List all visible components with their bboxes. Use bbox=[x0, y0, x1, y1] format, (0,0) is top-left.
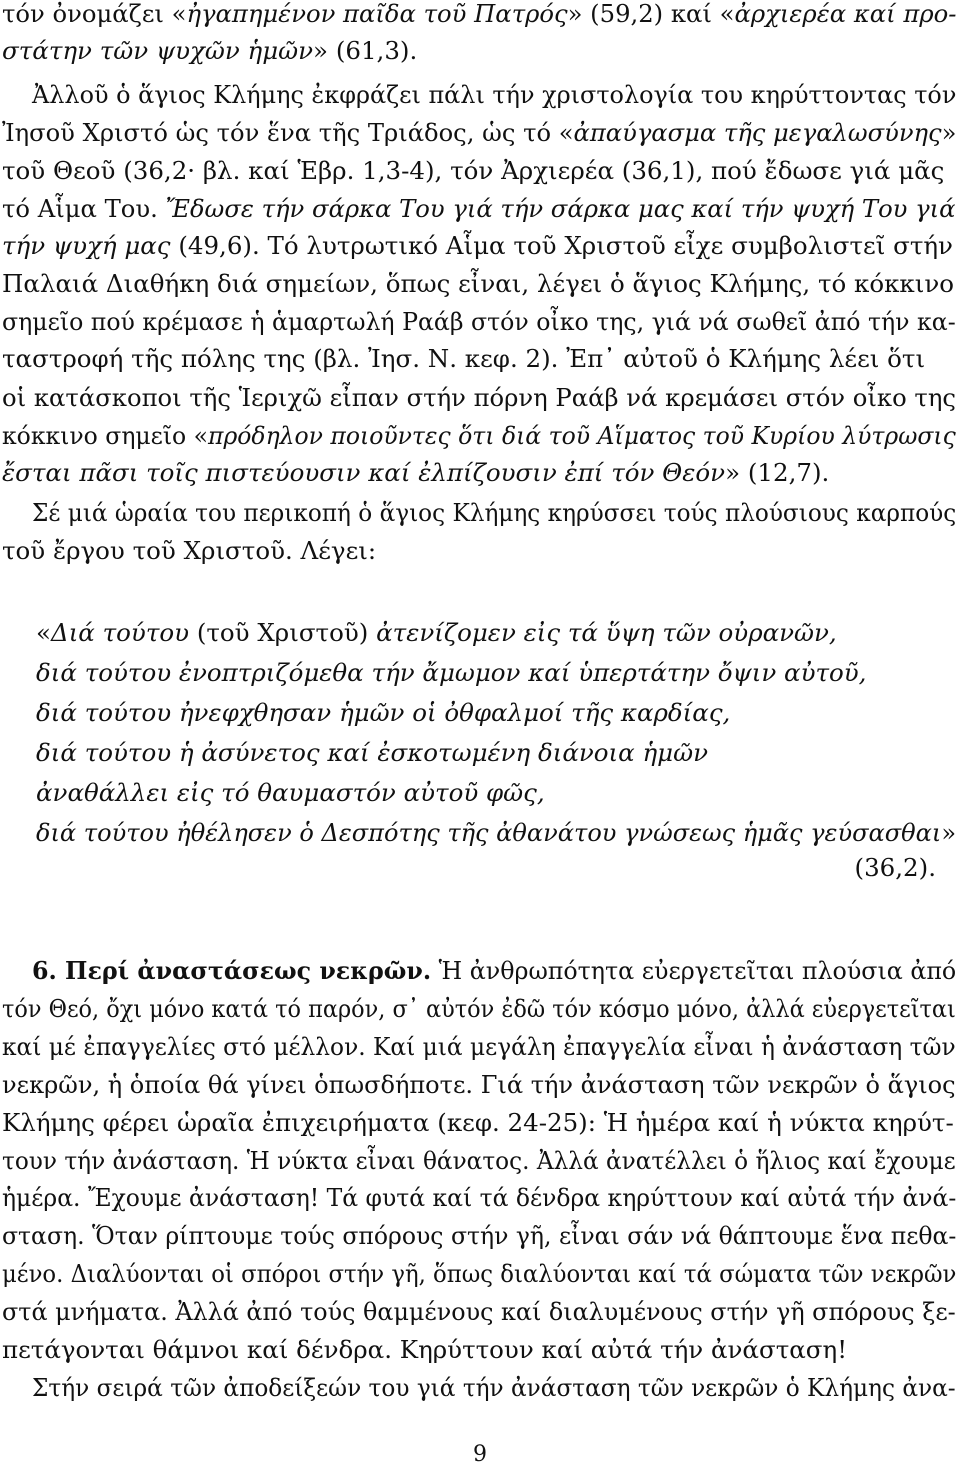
quotation-italic: ἔσται πᾶσι τοῖς πιστεύουσιν καί ἐλπίζουσιν ἐπί τόν Θεόν bbox=[2, 458, 726, 487]
quotation-italic: ἀτενίζομεν εἰς τά ὕψη τῶν οὐρανῶν, bbox=[376, 618, 837, 647]
text-span: τόν ὀνομάζει « bbox=[2, 0, 187, 28]
text-span: (τοῦ Χριστοῦ) bbox=[189, 618, 377, 647]
quote-line: διά τούτου ἐνοπτριζόμεθα τήν ἄμωμον καί ὑπερτάτην ὄψιν αὐτοῦ, bbox=[36, 658, 867, 687]
quotation-italic: πρόδηλον ποιοῦντες ὅτι διά τοῦ Αἵματος τοῦ Κυρίου λύτρωσις bbox=[208, 421, 956, 450]
quotation-italic: διά τούτου ἠθέλησεν ὁ Δεσπότης τῆς ἀθανάτου γνώσεως ἡμᾶς γεύσασθαι bbox=[36, 818, 942, 847]
quotation-italic: ἀρχιερέα καί προ- bbox=[734, 0, 957, 28]
quote-line bbox=[36, 615, 837, 651]
text-line bbox=[32, 953, 956, 989]
text-line bbox=[2, 115, 956, 151]
text-line: τοῦ ἔργου τοῦ Χριστοῦ. Λέγει: bbox=[2, 536, 377, 565]
text-line bbox=[2, 191, 955, 227]
quotation-italic: Διά τούτου bbox=[51, 618, 190, 647]
section-heading: 6. Περί ἀναστάσεως νεκρῶν. bbox=[32, 956, 432, 985]
text-line: τοῦ Θεοῦ (36,2· βλ. καί Ἑβρ. 1,3-4), τόν Ἀρχιερέα (36,1), πού ἔδωσε γιά μᾶς bbox=[2, 156, 945, 185]
quote-line: ἀναθάλλει εἰς τό θαυμαστόν αὐτοῦ φῶς, bbox=[36, 778, 545, 807]
text-span: Ἡ ἀνθρωπότητα εὐεργετεῖται πλούσια ἀπό bbox=[431, 956, 957, 985]
text-line bbox=[2, 418, 956, 454]
text-line bbox=[2, 455, 829, 491]
text-line: πετάγονται θάμνοι καί δένδρα. Κηρύττουν καί αὐτά τήν ἀνάσταση! bbox=[2, 1335, 848, 1364]
quotation-italic: Ἔδωσε τήν σάρκα Του γιά τήν σάρκα μας καί τήν ψυχή Του γιά bbox=[165, 194, 956, 223]
text-span: » (59,2) καί « bbox=[567, 0, 735, 28]
text-line: ταστροφή τῆς πόλης της (βλ. Ἰησ. Ν. κεφ. 2). Ἐπ᾽ αὐτοῦ ὁ Κλήμης λέει ὅτι bbox=[2, 344, 926, 373]
quotation-italic: στάτην τῶν ψυχῶν ἡμῶν bbox=[2, 36, 314, 65]
quote-line bbox=[36, 815, 956, 851]
quotation-italic: ἠγαπημένον παῖδα τοῦ Πατρός bbox=[186, 0, 568, 28]
text-line: Σέ μιά ὡραία του περικοπή ὁ ἅγιος Κλήμης κηρύσσει τούς πλούσιους καρπούς bbox=[32, 498, 957, 527]
text-span: » bbox=[941, 118, 957, 147]
text-span: (49,6). Τό λυτρωτικό Αἷμα τοῦ Χριστοῦ εἶχε συμβολιστεῖ στήν bbox=[170, 231, 953, 260]
text-line: ἡμέρα. Ἔχουμε ἀνάσταση! Τά φυτά καί τά δένδρα κηρύττουν καί αὐτά τήν ἀνά- bbox=[2, 1183, 957, 1212]
text-line: μένο. Διαλύονται οἱ σπόροι στήν γῆ, ὅπως διαλύονται καί τά σώματα τῶν νεκρῶν bbox=[2, 1259, 957, 1288]
quotation-italic: ἀπαύγασμα τῆς μεγαλωσύνης bbox=[573, 118, 942, 147]
text-line: Ἀλλοῦ ὁ ἅγιος Κλήμης ἐκφράζει πάλι τήν χριστολογία του κηρύττοντας τόν bbox=[32, 80, 957, 109]
page-number: 9 bbox=[473, 1442, 487, 1467]
text-span: » (12,7). bbox=[725, 458, 830, 487]
text-line: σταση. Ὅταν ρίπτουμε τούς σπόρους στήν γῆ, εἶναι σάν νά θάπτουμε ἕνα πεθα- bbox=[2, 1221, 957, 1250]
text-line bbox=[2, 228, 953, 264]
text-span: κόκκινο σημεῖο « bbox=[2, 421, 209, 450]
text-line: τουν τήν ἀνάσταση. Ἡ νύκτα εἶναι θάνατος. Ἀλλά ἀνατέλλει ὁ ἥλιος καί ἔχουμε bbox=[2, 1146, 956, 1175]
quote-reference: (36,2). bbox=[854, 853, 936, 882]
text-line bbox=[2, 33, 417, 69]
text-span: τό Αἷμα Του. bbox=[2, 194, 166, 223]
text-span: » bbox=[941, 818, 957, 847]
quotation-italic: τήν ψυχή μας bbox=[2, 231, 171, 260]
quote-line: διά τούτου ἡ ἀσύνετος καί ἐσκοτωμένη διάνοια ἡμῶν bbox=[36, 738, 708, 767]
text-span: Ἰησοῦ Χριστό ὡς τόν ἕνα τῆς Τριάδος, ὡς τό « bbox=[2, 118, 574, 147]
text-line bbox=[2, 0, 956, 32]
text-line: καί μέ ἐπαγγελίες στό μέλλον. Καί μιά μεγάλη ἐπαγγελία εἶναι ἡ ἀνάσταση τῶν bbox=[2, 1032, 956, 1061]
text-span: » (61,3). bbox=[313, 36, 418, 65]
text-line: τόν Θεό, ὄχι μόνο κατά τό παρόν, σ᾽ αὐτόν ἐδῶ τόν κόσμο μόνο, ἀλλά εὐεργετεῖται bbox=[2, 994, 956, 1023]
text-line: Παλαιά Διαθήκη διά σημείων, ὅπως εἶναι, λέγει ὁ ἅγιος Κλήμης, τό κόκκινο bbox=[2, 269, 954, 298]
text-line: στά μνήματα. Ἀλλά ἀπό τούς θαμμένους καί διαλυμένους στήν γῆ σπόρους ξε- bbox=[2, 1297, 956, 1326]
quote-line: διά τούτου ἠνεφχθησαν ἡμῶν οἱ ὀθφαλμοί τῆς καρδίας, bbox=[36, 698, 731, 727]
text-line: Κλήμης φέρει ὡραῖα ἐπιχειρήματα (κεφ. 24-25): Ἡ ἡμέρα καί ἡ νύκτα κηρύτ- bbox=[2, 1108, 954, 1137]
text-line: νεκρῶν, ἡ ὁποία θά γίνει ὁπωσδήποτε. Γιά τήν ἀνάσταση τῶν νεκρῶν ὁ ἅγιος bbox=[2, 1070, 956, 1099]
text-line: Στήν σειρά τῶν ἀποδείξεών του γιά τήν ἀνάσταση τῶν νεκρῶν ὁ Κλήμης ἀνα- bbox=[32, 1373, 956, 1402]
text-line: σημεῖο πού κρέμασε ἡ ἁμαρτωλή Ραάβ στόν οἶκο της, γιά νά σωθεῖ ἀπό τήν κα- bbox=[2, 307, 956, 336]
text-span: « bbox=[36, 618, 51, 647]
text-line: οἱ κατάσκοποι τῆς Ἱεριχῶ εἶπαν στήν πόρνη Ραάβ νά κρεμάσει στόν οἶκο της bbox=[2, 383, 956, 412]
